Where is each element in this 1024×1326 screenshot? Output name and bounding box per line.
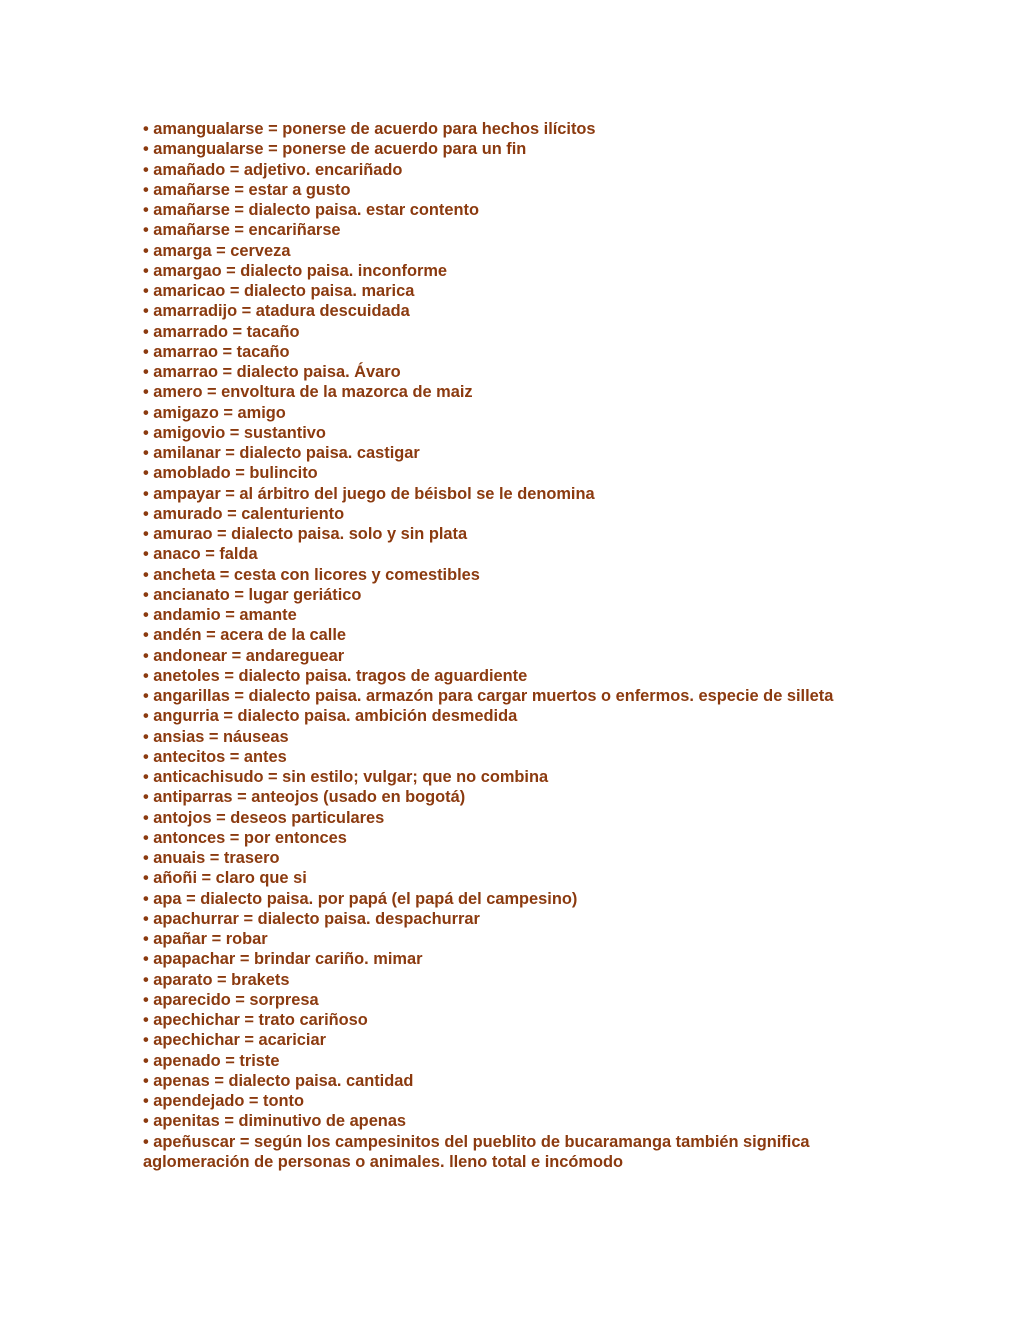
glossary-entry: • amarga = cerveza xyxy=(143,241,291,260)
glossary-entry: • anticachisudo = sin estilo; vulgar; que no combina xyxy=(143,768,549,786)
glossary-entry: • apenitas = diminutivo de apenas xyxy=(143,1112,407,1131)
glossary-entry: • apendejado = tonto xyxy=(143,1092,305,1110)
glossary-list xyxy=(143,119,883,1172)
glossary-entry: • amargao = dialecto paisa. inconforme xyxy=(143,261,448,280)
glossary-entry: • amigazo = amigo xyxy=(143,403,286,422)
glossary-entry: • amañarse = encariñarse xyxy=(143,221,341,240)
glossary-entry: • andamio = amante xyxy=(143,606,297,624)
glossary-entry: • anetoles = dialecto paisa. tragos de aguardiente xyxy=(143,666,528,685)
glossary-entry: • amangualarse = ponerse de acuerdo para hechos ilícitos xyxy=(143,120,596,138)
glossary-entry: • amilanar = dialecto paisa. castigar xyxy=(143,444,420,462)
glossary-entry: • apenas = dialecto paisa. cantidad xyxy=(143,1071,414,1090)
glossary-entry: • andonear = andareguear xyxy=(143,646,345,665)
glossary-entry: • amurado = calenturiento xyxy=(143,504,345,523)
glossary-entry: • amarrao = tacaño xyxy=(143,342,290,361)
glossary-entry: • anaco = falda xyxy=(143,545,258,564)
glossary-entry: • apa = dialecto paisa. por papá (el papá del campesino) xyxy=(143,889,578,908)
glossary-entry: • antojos = deseos particulares xyxy=(143,808,385,827)
glossary-entry: • anuais = trasero xyxy=(143,849,280,867)
glossary-entry: • andén = acera de la calle xyxy=(143,626,346,645)
glossary-entry: • aparecido = sorpresa xyxy=(143,990,319,1009)
glossary-entry: • amarrao = dialecto paisa. Ávaro xyxy=(143,363,401,381)
glossary-entry: • amigovio = sustantivo xyxy=(143,423,326,442)
glossary-entry: • apeñuscar = según los campesinitos del pueblito de bucaramanga también significa aglomeración de personas o animales. lleno total e incómodo xyxy=(143,1132,810,1171)
glossary-entry: • ancianato = lugar geriático xyxy=(143,585,362,604)
glossary-entry: • amañarse = dialecto paisa. estar contento xyxy=(143,201,479,219)
glossary-entry: • amoblado = bulincito xyxy=(143,464,318,483)
glossary-entry: • amañado = adjetivo. encariñado xyxy=(143,160,403,179)
glossary-entry: • amarradijo = atadura descuidada xyxy=(143,302,410,321)
glossary-entry: • ancheta = cesta con licores y comestibles xyxy=(143,565,480,584)
glossary-entry: • apañar = robar xyxy=(143,930,268,948)
glossary-entry: • antiparras = anteojos (usado en bogotá) xyxy=(143,788,466,807)
glossary-entry: • apapachar = brindar cariño. mimar xyxy=(143,950,423,969)
glossary-entry: • ansias = náuseas xyxy=(143,727,289,746)
glossary-entry: • apechichar = acariciar xyxy=(143,1031,326,1050)
glossary-entry: • apachurrar = dialecto paisa. despachurrar xyxy=(143,909,480,928)
glossary-entry: • antonces = por entonces xyxy=(143,828,347,847)
glossary-entry: • añoñi = claro que si xyxy=(143,869,307,888)
glossary-entry: • amarrado = tacaño xyxy=(143,322,300,341)
glossary-entry: • apechichar = trato cariñoso xyxy=(143,1011,368,1029)
glossary-entry: • antecitos = antes xyxy=(143,747,287,766)
glossary-entry: • aparato = brakets xyxy=(143,970,290,989)
glossary-entry: • apenado = triste xyxy=(143,1051,280,1070)
glossary-entry: • angurria = dialecto paisa. ambición desmedida xyxy=(143,707,518,726)
glossary-entry: • amero = envoltura de la mazorca de maiz xyxy=(143,383,473,402)
glossary-entry: • angarillas = dialecto paisa. armazón para cargar muertos o enfermos. especie de silleta xyxy=(143,687,834,705)
glossary-entry: • amañarse = estar a gusto xyxy=(143,180,351,199)
glossary-entry: • ampayar = al árbitro del juego de béisbol se le denomina xyxy=(143,484,595,503)
glossary-entry: • amaricao = dialecto paisa. marica xyxy=(143,282,415,300)
glossary-entry: • amangualarse = ponerse de acuerdo para un fin xyxy=(143,140,527,159)
glossary-entry: • amurao = dialecto paisa. solo y sin plata xyxy=(143,525,468,543)
